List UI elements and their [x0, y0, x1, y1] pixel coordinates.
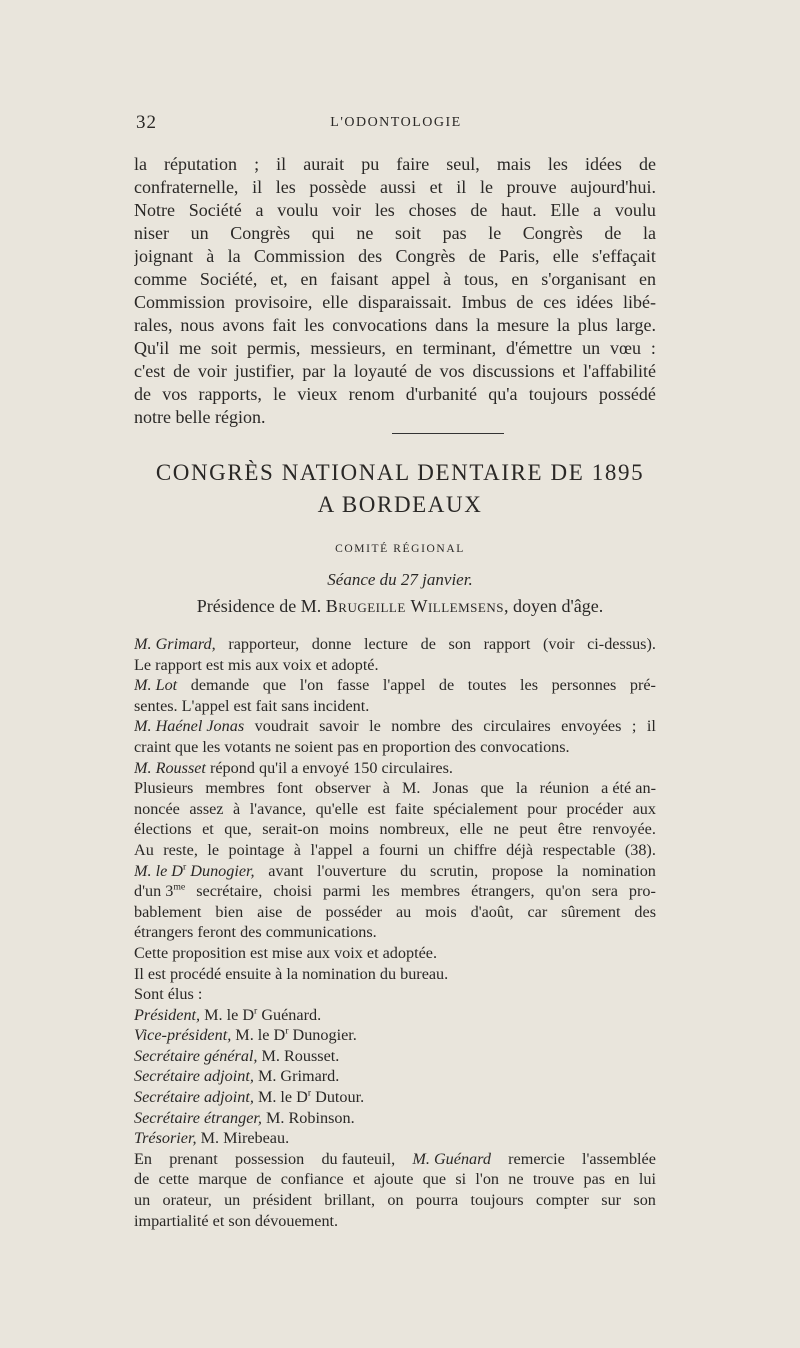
text-line: un orateur, un président brillant, on pourra toujours compter sur son [134, 1191, 656, 1210]
text-line: Plusieurs membres font observer à M. Jonas que la réunion a été an- [134, 779, 656, 798]
minutes-body [134, 634, 656, 1231]
officer-treasurer: Trésorier, M. Mirebeau. [134, 1129, 290, 1148]
text-line: Sont élus : [134, 985, 203, 1004]
text-line: élections et que, serait-on moins nombreux, elle ne peut être renvoyée. [134, 820, 656, 839]
text-line: Qu'il me soit permis, messieurs, en terminant, d'émettre un vœu : [134, 338, 656, 358]
text-line: notre belle région. [134, 407, 266, 427]
opening-paragraphs [134, 153, 656, 429]
text-line: bablement bien aise de posséder au mois d'août, car sûrement des [134, 902, 656, 921]
text-line: sentes. L'appel est fait sans incident. [134, 696, 370, 715]
text-line: joignant à la Commission des Congrès de Paris, elle s'effaçait [134, 246, 656, 266]
text-line: M. Lot demande que l'on fasse l'appel de toutes les personnes pré- [134, 676, 656, 695]
text-line: M. le $D^r$ Dunogier, avant l'ouverture du scrutin, propose la nomination [134, 861, 656, 880]
text-line: Le rapport est mis aux voix et adopté. [134, 655, 379, 674]
text-line: Il est procédé ensuite à la nomination du bureau. [134, 964, 449, 983]
committee-label: COMITÉ RÉGIONAL [335, 543, 465, 555]
text-line: craint que les votants ne soient pas en proportion des convocations. [134, 737, 570, 756]
text-line: impartialité et son dévouement. [134, 1211, 339, 1230]
session-date: Séance du 27 janvier. [327, 570, 473, 589]
text-line: étrangers feront des communications. [134, 923, 377, 942]
officer-assistant-secretary: Secrétaire adjoint, M. Grimard. [134, 1067, 340, 1086]
text-line: de vos rapports, le vieux renom d'urbanité qu'a toujours possédé [134, 384, 656, 404]
text-line: Commission provisoire, elle disparaissait. Imbus de ces idées libé- [134, 292, 656, 312]
text-line: d'un $3^{me}$ secrétaire, choisi parmi les membres étrangers, qu'on sera pro- [134, 881, 656, 901]
text-line: rales, nous avons fait les convocations dans la mesure la plus large. [134, 315, 656, 335]
section-title-location: A BORDEAUX [317, 492, 483, 517]
text-line: Au reste, le pointage à l'appel a fourni un chiffre déjà respectable (38). [134, 840, 656, 859]
text-line: En prenant possession du fauteuil, M. Guénard remercie l'assemblée [134, 1149, 656, 1168]
officer-assistant-secretary: Secrétaire adjoint, M. le $D^r$ Dutour. [134, 1087, 365, 1107]
text-line: noncée assez à l'avance, qu'elle est faite spécialement pour procéder aux [134, 799, 656, 818]
text-line: niser un Congrès qui ne soit pas le Congrès de la [134, 223, 656, 243]
text-line: M. Rousset répond qu'il a envoyé 150 circulaires. [134, 758, 453, 777]
presidency-line: Présidence de M. Brugeille Willemsens, doyen d'âge. [196, 596, 604, 616]
page-header [136, 112, 656, 138]
text-line: M. Grimard, rapporteur, donne lecture de son rapport (voir ci-dessus). [134, 635, 656, 653]
text-line: la réputation ; il aurait pu faire seul, mais les idées de [134, 154, 656, 174]
officer-vice-president: Vice-président, M. le $D^r$ Dunogier. [134, 1025, 357, 1045]
text-line: confraternelle, il les possède aussi et il le prouve aujourd'hui. [134, 177, 656, 197]
section-divider [392, 433, 504, 434]
running-title: L'ODONTOLOGIE [330, 115, 462, 130]
officer-foreign-secretary: Secrétaire étranger, M. Robinson. [134, 1108, 355, 1127]
section-title: CONGRÈS NATIONAL DENTAIRE DE 1895 [155, 460, 645, 485]
text-line: comme Société, et, en faisant appel à tous, en s'organisant en [134, 269, 656, 289]
officer-general-secretary: Secrétaire général, M. Rousset. [134, 1046, 340, 1065]
text-line: de cette marque de confiance et ajoute que si l'on ne trouve pas en lui [134, 1170, 656, 1189]
text-line: Notre Société a voulu voir les choses de haut. Elle a voulu [134, 200, 656, 220]
text-line: M. Haénel Jonas voudrait savoir le nombre des circulaires envoyées ; il [134, 717, 656, 736]
officer-president: Président, M. le $D^r$ Guénard. [134, 1005, 322, 1024]
text-line: c'est de voir justifier, par la loyauté de vos discussions et l'affabilité [134, 361, 656, 381]
page-number: 32 [136, 112, 157, 133]
text-line: Cette proposition est mise aux voix et adoptée. [134, 943, 438, 962]
